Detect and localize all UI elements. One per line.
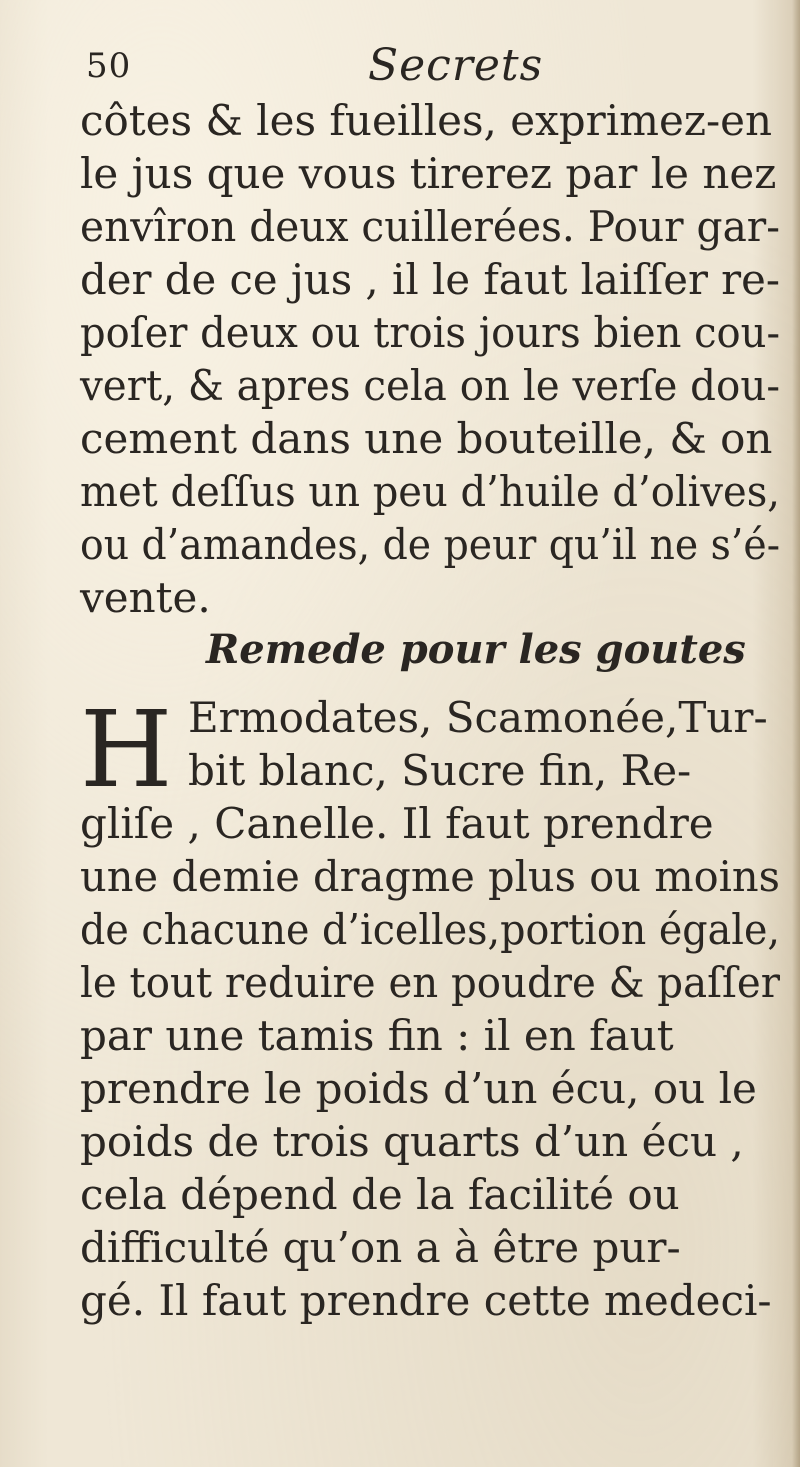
text-line: bit blanc, Sucre fin, Re-: [188, 746, 692, 795]
text-line: le tout reduire en poudre & paſſer: [80, 958, 780, 1007]
paragraph-continued: [80, 94, 780, 624]
text-line: vert, & apres cela on le verſe dou-: [80, 361, 780, 410]
text-line: par une tamis fin : il en faut: [80, 1011, 674, 1060]
page-edge: [792, 0, 800, 1467]
text-line: gé. Il faut prendre cette medeci-: [80, 1276, 772, 1325]
text-line: prendre le poids d’un écu, ou le: [80, 1064, 757, 1113]
text-line: côtes & les fueilles, exprimez-en: [80, 96, 773, 145]
recipe-paragraph: [80, 688, 780, 1327]
running-title: Secrets: [368, 40, 544, 91]
text-line: Ermodates, Scamonée,Tur-: [188, 693, 768, 742]
text-line: envîron deux cuillerées. Pour gar-: [80, 202, 780, 251]
text-line: ou d’amandes, de peur qu’il ne s’é-: [80, 520, 780, 569]
text-line: poſer deux ou trois jours bien cou-: [80, 308, 780, 357]
text-line: der de ce jus , il le faut laiſſer re-: [80, 255, 780, 304]
text-line: le jus que vous tirerez par le nez: [80, 149, 777, 198]
text-line: gliſe , Canelle. Il faut prendre: [80, 799, 714, 848]
text-line: de chacune d’icelles,portion égale,: [80, 905, 780, 954]
text-line: met deſſus un peu d’huile d’olives,: [80, 467, 780, 516]
text-line: cement dans une bouteille, & on: [80, 414, 773, 463]
text-line: difficulté qu’on a à être pur-: [80, 1223, 681, 1272]
drop-cap: H: [80, 688, 173, 811]
page-number: 50: [86, 46, 132, 86]
text-line: vente.: [80, 573, 211, 622]
text-line: poids de trois quarts d’un écu ,: [80, 1117, 744, 1166]
section-heading: Remede pour les goutes: [206, 626, 746, 673]
page-header: [86, 40, 766, 100]
text-line: cela dépend de la facilité ou: [80, 1170, 680, 1219]
text-line: une demie dragme plus ou moins: [80, 852, 780, 901]
